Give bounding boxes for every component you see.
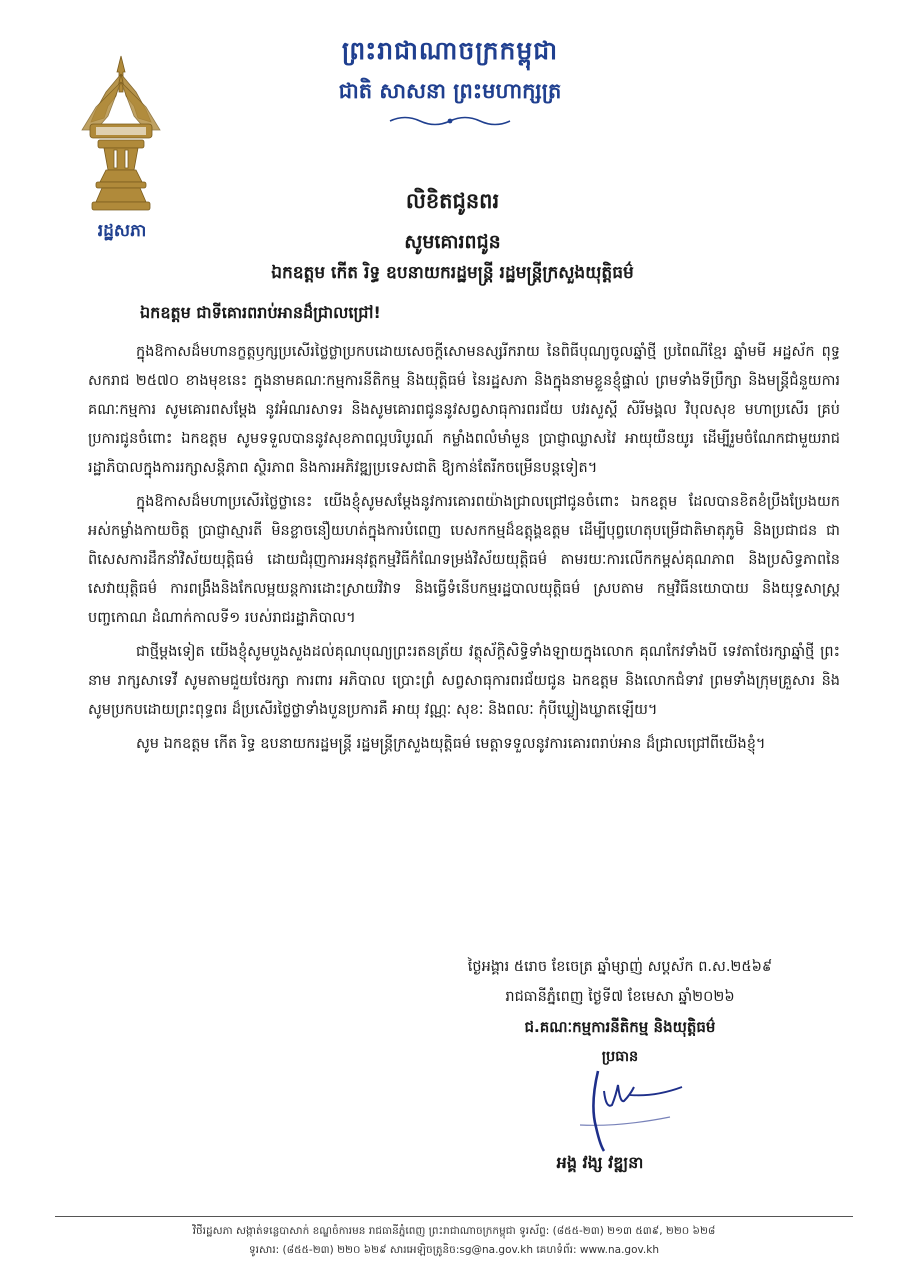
body-paragraph: សូម ឯកឧត្តម កើត រិទ្ធ ឧបនាយករដ្ឋមន្ត្រី រដ្ឋមន្ត្រីក្រសួងយុត្តិធម៌ មេត្តាទទួលនូវការគោរពរាប់អាន ដ៏ជ្រាលជ្រៅពីយើងខ្ញុំ។ [136, 736, 766, 752]
footer-fax-email-web: ទូរសារ: (៨៥៥-២៣) ២២០ ៦២៩ សារអេឡិចត្រូនិច:sg@na.gov.kh គេហទំព័រ: www.na.gov.kh [249, 1244, 659, 1256]
recipient-line: ឯកឧត្តម កើត រិទ្ធ ឧបនាយករដ្ឋមន្ត្រី រដ្ឋមន្ត្រីក្រសួងយុត្តិធម៌ [271, 263, 634, 283]
institution-label: រដ្ឋសភា [97, 221, 147, 241]
lunar-date: ថ្ងៃអង្គារ ៥រោច ខែចេត្រ ឆ្នាំម្សាញ់ សប្តស័ក ព.ស.២៥៦៩ [467, 959, 773, 975]
ornament-divider-icon [385, 114, 515, 128]
signer-name: អង្គ វង្ស វឌ្ឍនា [556, 1153, 644, 1172]
signing-organization: ជ.គណៈកម្មការនីតិកម្ម និងយុត្តិធម៌ [524, 1018, 716, 1036]
letter-body [88, 338, 840, 764]
kingdom-heading: ព្រះរាជាណាចក្រកម្ពុជា [341, 36, 559, 65]
national-motto: ជាតិ សាសនា ព្រះមហាក្សត្រ [338, 79, 562, 103]
footer-address: វិថីរដ្ឋសភា សង្កាត់ទន្លេបាសាក់ ខណ្ឌចំការមន រាជធានីភ្នំពេញ ព្រះរាជាណាចក្រកម្ពុជា ទូរស័ព្ទ: (៨៥៥-២៣) ២១៣ ៥៣៩, ២២០ ៦២៨ [192, 1225, 716, 1237]
signer-role: ប្រធាន [601, 1049, 639, 1065]
body-paragraph: ជាថ្មីម្តងទៀត យើងខ្ញុំសូមបួងសួងដល់គុណបុណ្យព្រះរតនត្រ័យ វត្ថុស័ក្តិសិទ្ធិទាំងឡាយក្នុងលោក គុណកែវទាំងបី ទេវតាថែរក្សាឆ្នាំថ្មី ព្រះនាម រាក្សសាទេវី សូមតាមជួយថែរក្សា ការពារ អភិបាល ប្រោះព្រំ សព្វសាធុការពរជ័យជូន ឯកឧត្តម និងលោកជំទាវ ព្រមទាំងក្រុមគ្រួសារ និងសូមប្រកបដោយព្រះពុទ្ធពរ ដ៏ប្រសើរថ្លៃថ្លាទាំងបួនប្រការគឺ អាយុ វណ្ណៈ សុខៈ និងពលៈ កុំបីឃ្លៀងឃ្លាតឡើយ។ [88, 644, 840, 718]
handwritten-signature [560, 1065, 700, 1155]
document-title: លិខិតជូនពរ [405, 189, 500, 213]
salutation: ឯកឧត្តម ជាទីគោរពរាប់អានដ៏ជ្រាលជ្រៅ! [140, 303, 381, 322]
footer-divider [55, 1216, 853, 1217]
national-assembly-emblem-icon [76, 52, 166, 217]
closing-block [400, 952, 840, 1072]
footer-contact [55, 1222, 853, 1260]
addressed-to: សូមគោរពជូន [404, 231, 501, 253]
body-paragraph: ក្នុងឱកាសដ៏មហានក្ខត្តឫក្សប្រសើរថ្លៃថ្លាប្រកបដោយសេចក្តីសោមនស្សរីករាយ នៃពិធីបុណ្យចូលឆ្នាំថ្មី ប្រពៃណីខ្មែរ ឆ្នាំមមី អដ្ឋស័ក ពុទ្ធសករាជ ២៥៧០ ខាងមុខនេះ ក្នុងនាមគណៈកម្មការនីតិកម្ម និងយុត្តិធម៌ នៃរដ្ឋសភា និងក្នុងនាមខ្លួនខ្ញុំផ្ទាល់ ព្រមទាំងទីប្រឹក្សា និងមន្ត្រីជំនួយការគណៈកម្មការ សូមគោរពសម្តែង នូវអំណរសាទរ និងសូមគោរពជូននូវសព្វសាធុការពរជ័យ បវរសួស្តី សិរីមង្គល វិបុលសុខ មហាប្រសើរ គ្រប់ប្រការជូនចំពោះ ឯកឧត្តម សូមទទួលបាននូវសុខភាពល្អបរិបូរណ៍ កម្លាំងពលំមាំមួន ប្រាជ្ញាឈ្លាសវៃ អាយុយឺនយូរ ដើម្បីរួមចំណែកជាមួយរាជរដ្ឋាភិបាលក្នុងការរក្សាសន្តិភាព ស្ថិរភាព និងការអភិវឌ្ឍប្រទេសជាតិ ឱ្យកាន់តែរីកចម្រើនបន្តទៀត។ [88, 344, 840, 476]
body-paragraph: ក្នុងឱកាសដ៏មហាប្រសើរថ្លៃថ្លានេះ យើងខ្ញុំសូមសម្តែងនូវការគោរពយ៉ាងជ្រាលជ្រៅជូនចំពោះ ឯកឧត្តម ដែលបានខិតខំប្រឹងប្រែងយកអស់កម្លាំងកាយចិត្ត ប្រាជ្ញាស្មារតី មិនខ្លាចនឿយហត់ក្នុងការបំពេញ បេសកកម្មដ៏ឧត្តុង្គឧត្តម ដើម្បីបុព្វហេតុបម្រើជាតិមាតុភូមិ និងប្រជាជន ជាពិសេសការដឹកនាំវិស័យយុត្តិធម៌ ដោយជំរុញការអនុវត្តកម្មវិធីកំណែទម្រង់វិស័យយុត្តិធម៌ តាមរយៈការលើកកម្ពស់គុណភាព និងប្រសិទ្ធភាពនៃ សេវាយុត្តិធម៌ ការពង្រឹងនិងកែលម្អយន្តការដោះស្រាយវិវាទ និងធ្វើទំនើបកម្មរដ្ឋបាលយុត្តិធម៌ ស្របតាម កម្មវិធីនយោបាយ និងយុទ្ធសាស្ត្របញ្ចកោណ ដំណាក់កាលទី១ របស់រាជរដ្ឋាភិបាល។ [88, 494, 840, 626]
place-date: រាជធានីភ្នំពេញ ថ្ងៃទី៧ ខែមេសា ឆ្នាំ២០២៦ [505, 989, 735, 1005]
